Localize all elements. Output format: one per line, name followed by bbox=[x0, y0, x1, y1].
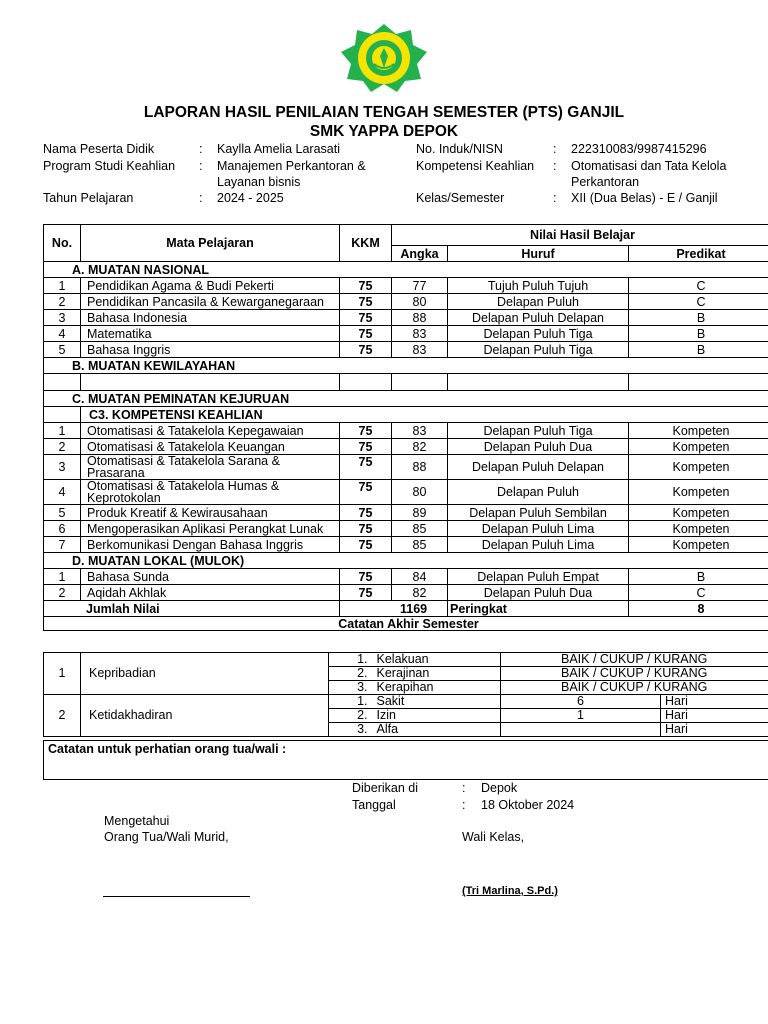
subject-name bbox=[81, 278, 340, 294]
subject-name bbox=[81, 480, 340, 505]
huruf-value: Tujuh Puluh Tujuh bbox=[448, 278, 629, 294]
subject-name bbox=[81, 505, 340, 521]
note-item-no: 3. bbox=[329, 681, 374, 695]
subject-row bbox=[44, 294, 768, 310]
nis-value: 222310083/9987415296 bbox=[571, 142, 707, 156]
subject-name-text: Bahasa Inggris bbox=[87, 342, 171, 357]
row-no: 3 bbox=[44, 455, 81, 480]
section-c: C. MUATAN PEMINATAN KEJURUAN bbox=[44, 391, 768, 407]
note-item-no: 1. bbox=[329, 695, 374, 709]
predikat-value: Kompeten bbox=[629, 439, 768, 455]
note-group-label: Kepribadian bbox=[81, 653, 329, 695]
subject-name-text: Prasarana bbox=[87, 466, 145, 480]
huruf-value: Delapan Puluh Tiga bbox=[448, 342, 629, 358]
colon: : bbox=[462, 781, 466, 795]
peringkat-value: 8 bbox=[629, 601, 768, 617]
angka-value: 77 bbox=[392, 278, 448, 294]
catatan-title: Catatan Akhir Semester bbox=[44, 617, 768, 631]
angka-value: 83 bbox=[392, 342, 448, 358]
jumlah-label: Jumlah Nilai bbox=[44, 601, 340, 617]
kkm-value: 75 bbox=[340, 480, 392, 505]
note-item-unit: Hari bbox=[661, 723, 768, 737]
section-d: D. MUATAN LOKAL (MULOK) bbox=[44, 553, 768, 569]
subject-name bbox=[81, 423, 340, 439]
huruf-value: Delapan Puluh Dua bbox=[448, 585, 629, 601]
kompetensi-label: Kompetensi Keahlian bbox=[416, 159, 535, 173]
section-row bbox=[44, 407, 768, 423]
kompetensi-line1: Otomatisasi dan Tata Kelola bbox=[571, 159, 727, 173]
school-logo bbox=[341, 24, 427, 92]
colon: : bbox=[553, 142, 557, 156]
angka-value: 85 bbox=[392, 537, 448, 553]
row-no: 6 bbox=[44, 521, 81, 537]
subject-name bbox=[81, 342, 340, 358]
subject-name bbox=[81, 310, 340, 326]
colon: : bbox=[199, 142, 203, 156]
huruf-value: Delapan Puluh Lima bbox=[448, 521, 629, 537]
parent-notes-label: Catatan untuk perhatian orang tua/wali : bbox=[48, 742, 287, 756]
col-nilai-header: Nilai Hasil Belajar bbox=[392, 225, 768, 246]
row-no: 1 bbox=[44, 423, 81, 439]
kelas-value: XII (Dua Belas) - E / Ganjil bbox=[571, 191, 718, 205]
row-no: 7 bbox=[44, 537, 81, 553]
angka-value: 88 bbox=[392, 455, 448, 480]
angka-value: 83 bbox=[392, 326, 448, 342]
kkm-value: 75 bbox=[340, 278, 392, 294]
section-a: A. MUATAN NASIONAL bbox=[44, 262, 768, 278]
note-group-label: Ketidakhadiran bbox=[81, 695, 329, 737]
program-line2: Layanan bisnis bbox=[217, 175, 301, 189]
grades-table bbox=[43, 224, 768, 631]
catatan-title-row bbox=[44, 617, 768, 631]
school-name: SMK YAPPA DEPOK bbox=[309, 123, 459, 140]
predikat-value: B bbox=[629, 326, 768, 342]
predikat-value: B bbox=[629, 310, 768, 326]
wali-kelas-name: (Tri Marlina, S.Pd.) bbox=[462, 885, 558, 897]
angka-value: 89 bbox=[392, 505, 448, 521]
angka-value: 85 bbox=[392, 521, 448, 537]
subject-name bbox=[81, 455, 340, 480]
subject-name-text: Otomatisasi & Tatakelola Sarana & bbox=[87, 454, 280, 468]
kompetensi-line2: Perkantoran bbox=[571, 175, 640, 189]
subject-name-text: Pendidikan Agama & Budi Pekerti bbox=[87, 278, 274, 293]
jumlah-value: 1169 bbox=[340, 601, 448, 617]
subject-name bbox=[81, 326, 340, 342]
row-no: 2 bbox=[44, 439, 81, 455]
subject-row bbox=[44, 278, 768, 294]
predikat-value: B bbox=[629, 569, 768, 585]
kelas-label: Kelas/Semester bbox=[416, 191, 505, 205]
section-row bbox=[44, 553, 768, 569]
subject-row bbox=[44, 342, 768, 358]
note-item-value: BAIK / CUKUP / KURANG bbox=[501, 681, 768, 695]
predikat-value: Kompeten bbox=[629, 505, 768, 521]
predikat-value: C bbox=[629, 278, 768, 294]
school-year: 2024 - 2025 bbox=[217, 191, 284, 205]
note-row bbox=[44, 695, 768, 709]
name-label: Nama Peserta Didik bbox=[43, 142, 155, 156]
note-item-label: Kerapihan bbox=[374, 681, 501, 695]
predikat-value: Kompeten bbox=[629, 423, 768, 439]
diberikan-value: Depok bbox=[481, 781, 518, 795]
note-item-no: 2. bbox=[329, 667, 374, 681]
kkm-value: 75 bbox=[340, 342, 392, 358]
col-kkm-header: KKM bbox=[340, 225, 392, 262]
mengetahui: Mengetahui bbox=[104, 814, 170, 828]
nis-label: No. Induk/NISN bbox=[416, 142, 503, 156]
kkm-value: 75 bbox=[340, 423, 392, 439]
note-item-value: BAIK / CUKUP / KURANG bbox=[501, 667, 768, 681]
col-mapel-header: Mata Pelajaran bbox=[81, 225, 340, 262]
row-no: 4 bbox=[44, 326, 81, 342]
subject-name-text: Bahasa Indonesia bbox=[87, 310, 188, 325]
section-row bbox=[44, 262, 768, 278]
note-item-value: 6 bbox=[501, 695, 661, 709]
subject-name bbox=[81, 294, 340, 310]
subject-name-text: Otomatisasi & Tatakelola Keuangan bbox=[87, 439, 285, 454]
header-row bbox=[44, 225, 768, 246]
subject-name bbox=[81, 537, 340, 553]
row-no: 2 bbox=[44, 585, 81, 601]
subject-name bbox=[81, 585, 340, 601]
kkm-value: 75 bbox=[340, 521, 392, 537]
huruf-value: Delapan Puluh Delapan bbox=[448, 455, 629, 480]
tanggal-label: Tanggal bbox=[352, 798, 396, 812]
predikat-value: Kompeten bbox=[629, 455, 768, 480]
col-no-header: No. bbox=[44, 225, 81, 262]
parent-signature-line bbox=[103, 896, 250, 897]
huruf-value: Delapan Puluh Lima bbox=[448, 537, 629, 553]
subject-name-text: Berkomunikasi Dengan Bahasa Inggris bbox=[87, 537, 304, 552]
subject-row bbox=[44, 423, 768, 439]
notes-table bbox=[43, 652, 768, 737]
huruf-value: Delapan Puluh Dua bbox=[448, 439, 629, 455]
kkm-value: 75 bbox=[340, 326, 392, 342]
note-item-value: 1 bbox=[501, 709, 661, 723]
subject-row bbox=[44, 521, 768, 537]
wali-kelas-label: Wali Kelas, bbox=[462, 830, 525, 844]
kkm-value: 75 bbox=[340, 294, 392, 310]
note-item-no: 1. bbox=[329, 653, 374, 667]
student-name: Kaylla Amelia Larasati bbox=[217, 142, 340, 156]
row-no: 4 bbox=[44, 480, 81, 505]
predikat-value: C bbox=[629, 585, 768, 601]
program-line1: Manajemen Perkantoran & bbox=[217, 159, 366, 173]
ortu-label: Orang Tua/Wali Murid, bbox=[104, 830, 229, 844]
parent-notes-box[interactable] bbox=[43, 740, 768, 780]
note-item-label: Kelakuan bbox=[374, 653, 501, 667]
note-item-no: 3. bbox=[329, 723, 374, 737]
kkm-value: 75 bbox=[340, 455, 392, 480]
kkm-value: 75 bbox=[340, 585, 392, 601]
colon: : bbox=[462, 798, 466, 812]
predikat-value: Kompeten bbox=[629, 480, 768, 505]
note-item-label: Alfa bbox=[374, 723, 501, 737]
section-row bbox=[44, 391, 768, 407]
note-group-no: 2 bbox=[44, 695, 81, 737]
subject-name bbox=[81, 439, 340, 455]
huruf-value: Delapan Puluh Tiga bbox=[448, 326, 629, 342]
diberikan-label: Diberikan di bbox=[352, 781, 419, 795]
tanggal-value: 18 Oktober 2024 bbox=[481, 798, 575, 812]
subject-name-text: Mengoperasikan Aplikasi Perangkat Lunak bbox=[87, 521, 324, 536]
row-no: 5 bbox=[44, 342, 81, 358]
kkm-value: 75 bbox=[340, 569, 392, 585]
subject-row bbox=[44, 326, 768, 342]
colon: : bbox=[553, 191, 557, 205]
colon: : bbox=[199, 191, 203, 205]
angka-value: 82 bbox=[392, 585, 448, 601]
program-label: Program Studi Keahlian bbox=[43, 159, 176, 173]
note-row bbox=[44, 653, 768, 667]
report-title: LAPORAN HASIL PENILAIAN TENGAH SEMESTER (PTS) GANJIL bbox=[143, 104, 625, 121]
colon: : bbox=[199, 159, 203, 173]
row-no: 1 bbox=[44, 278, 81, 294]
subject-name-text: Keprotokolan bbox=[87, 491, 161, 505]
angka-value: 80 bbox=[392, 294, 448, 310]
note-item-value bbox=[501, 723, 661, 737]
predikat-value: B bbox=[629, 342, 768, 358]
note-item-label: Izin bbox=[374, 709, 501, 723]
subject-name-text: Otomatisasi & Tatakelola Kepegawaian bbox=[87, 423, 304, 438]
subject-name bbox=[81, 521, 340, 537]
empty-row bbox=[44, 374, 768, 391]
col-predikat-header: Predikat bbox=[629, 246, 768, 262]
predikat-value: C bbox=[629, 294, 768, 310]
huruf-value: Delapan Puluh Delapan bbox=[448, 310, 629, 326]
section-b: B. MUATAN KEWILAYAHAN bbox=[44, 358, 768, 374]
huruf-value: Delapan Puluh Tiga bbox=[448, 423, 629, 439]
huruf-value: Delapan Puluh Sembilan bbox=[448, 505, 629, 521]
note-item-label: Sakit bbox=[374, 695, 501, 709]
colon: : bbox=[553, 159, 557, 173]
col-angka-header: Angka bbox=[392, 246, 448, 262]
angka-value: 80 bbox=[392, 480, 448, 505]
subject-row bbox=[44, 310, 768, 326]
note-item-unit: Hari bbox=[661, 695, 768, 709]
section-row bbox=[44, 358, 768, 374]
angka-value: 88 bbox=[392, 310, 448, 326]
note-item-no: 2. bbox=[329, 709, 374, 723]
row-no: 2 bbox=[44, 294, 81, 310]
row-no: 3 bbox=[44, 310, 81, 326]
subject-name-text: Otomatisasi & Tatakelola Humas & bbox=[87, 479, 280, 493]
huruf-value: Delapan Puluh Empat bbox=[448, 569, 629, 585]
predikat-value: Kompeten bbox=[629, 537, 768, 553]
subject-row bbox=[44, 505, 768, 521]
subject-row bbox=[44, 439, 768, 455]
subject-name bbox=[81, 569, 340, 585]
note-item-unit: Hari bbox=[661, 709, 768, 723]
kkm-value: 75 bbox=[340, 310, 392, 326]
year-label: Tahun Pelajaran bbox=[43, 191, 134, 205]
row-no: 1 bbox=[44, 569, 81, 585]
subject-name-text: Bahasa Sunda bbox=[87, 569, 170, 584]
subject-row bbox=[44, 537, 768, 553]
angka-value: 83 bbox=[392, 423, 448, 439]
note-item-value: BAIK / CUKUP / KURANG bbox=[501, 653, 768, 667]
col-huruf-header: Huruf bbox=[448, 246, 629, 262]
note-item-label: Kerajinan bbox=[374, 667, 501, 681]
kkm-value: 75 bbox=[340, 439, 392, 455]
subject-name-text: Matematika bbox=[87, 326, 152, 341]
total-row bbox=[44, 601, 768, 617]
subject-name-text: Produk Kreatif & Kewirausahaan bbox=[87, 505, 268, 520]
kkm-value: 75 bbox=[340, 505, 392, 521]
subject-row bbox=[44, 585, 768, 601]
note-group-no: 1 bbox=[44, 653, 81, 695]
subject-row bbox=[44, 569, 768, 585]
peringkat-label: Peringkat bbox=[448, 601, 629, 617]
subject-name-text: Pendidikan Pancasila & Kewarganegaraan bbox=[87, 294, 324, 309]
subject-row bbox=[44, 455, 768, 480]
subject-row bbox=[44, 480, 768, 505]
row-no: 5 bbox=[44, 505, 81, 521]
kkm-value: 75 bbox=[340, 537, 392, 553]
angka-value: 82 bbox=[392, 439, 448, 455]
angka-value: 84 bbox=[392, 569, 448, 585]
huruf-value: Delapan Puluh bbox=[448, 294, 629, 310]
subject-name-text: Aqidah Akhlak bbox=[87, 585, 167, 600]
predikat-value: Kompeten bbox=[629, 521, 768, 537]
section-c3: C3. KOMPETENSI KEAHLIAN bbox=[81, 407, 768, 423]
huruf-value: Delapan Puluh bbox=[448, 480, 629, 505]
